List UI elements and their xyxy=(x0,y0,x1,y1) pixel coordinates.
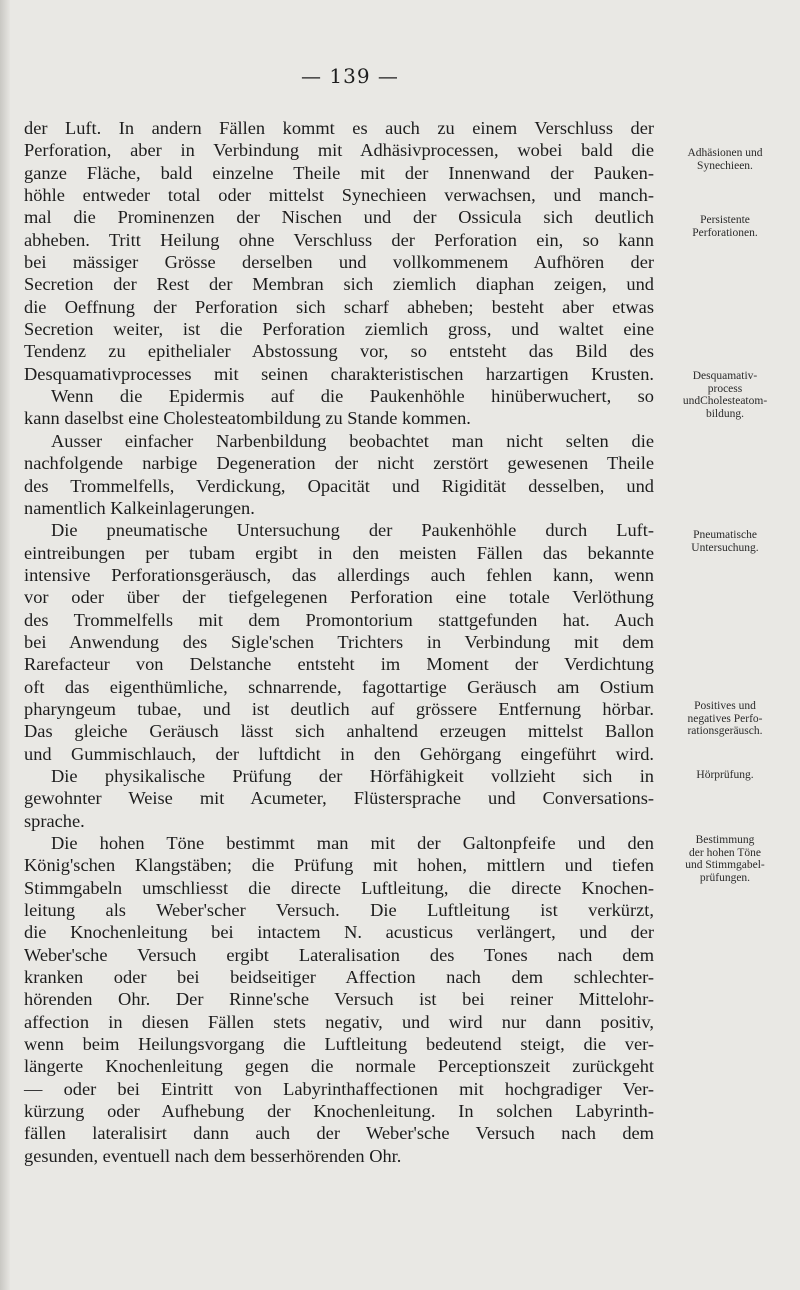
text-line: Rarefacteur von Delstanche entsteht im Moment der Verdichtung xyxy=(24,654,654,675)
text-line: der Luft. In andern Fällen kommt es auch zu einem Verschluss der xyxy=(24,118,654,138)
text-line: sprache. xyxy=(24,810,85,831)
margin-note-hoerpruefung xyxy=(660,769,790,782)
text-line: vor oder über der tiefgelegenen Perforation eine totale Verlöthung xyxy=(24,587,654,608)
text-line: kann daselbst eine Cholesteatombildung zu Stande kommen. xyxy=(24,408,471,429)
text-line: bei mässiger Grösse derselben und vollkommenem Aufhören der xyxy=(24,252,654,273)
margin-note-line: Pneumatische xyxy=(693,529,757,541)
text-line: Wenn die Epidermis auf die Paukenhöhle hinüberwuchert, so xyxy=(51,386,654,407)
margin-note-line: Desquamativ- xyxy=(692,370,758,382)
margin-note-persistente-perforationen xyxy=(660,214,790,239)
text-line: höhle entweder total oder mittelst Synechieen verwachsen, und manch- xyxy=(24,185,654,206)
text-line: gewohnter Weise mit Acumeter, Flüstersprache und Conversations- xyxy=(24,788,654,809)
text-line: kranken oder bei beidseitiger Affection nach dem schlechter- xyxy=(24,967,654,988)
margin-note-line: und Stimmgabel- xyxy=(685,859,765,871)
text-line: nachfolgende narbige Degeneration der nicht zerstört gewesenen Theile xyxy=(24,453,654,474)
text-line: des Trommelfells mit dem Promontorium stattgefunden hat. Auch xyxy=(24,609,654,630)
text-line: — oder bei Eintritt von Labyrinthaffectionen mit hochgradiger Ver- xyxy=(24,1078,654,1099)
text-line: und Gummischlauch, der luftdicht in den Gehörgang eingeführt wird. xyxy=(24,743,654,764)
margin-note-line: bildung. xyxy=(705,407,744,420)
text-line: namentlich Kalkeinlagerungen. xyxy=(24,497,255,518)
margin-note-line: undCholesteatom- xyxy=(682,395,768,407)
margin-note-line: Synechieen. xyxy=(697,159,753,172)
body-text xyxy=(24,117,654,1167)
margin-note-line: rationsgeräusch. xyxy=(687,725,763,737)
text-line: leitung als Weber'scher Versuch. Die Luftleitung ist verkürzt, xyxy=(24,900,654,921)
text-line: Perforation, aber in Verbindung mit Adhäsivprocessen, wobei bald die xyxy=(24,140,654,161)
text-line: pharyngeum tubae, und ist deutlich auf grössere Entfernung hörbar. xyxy=(24,698,654,719)
margin-note-line: process xyxy=(707,382,743,395)
text-line: König'schen Klangstäben; die Prüfung mit hohen, mittlern und tiefen xyxy=(24,855,654,876)
text-line: Secretion der Rest der Membran sich ziemlich diaphan zeigen, und xyxy=(24,274,654,295)
page-edge-shadow xyxy=(0,0,10,1290)
margin-note-line: Persistente xyxy=(700,214,750,226)
text-line: die Knochenleitung bei intactem N. acusticus verlängert, und der xyxy=(24,922,654,943)
margin-note-line: der hohen Töne xyxy=(689,846,761,859)
text-line: die Oeffnung der Perforation sich scharf abheben; besteht aber etwas xyxy=(24,296,654,317)
text-line: Secretion weiter, ist die Perforation ziemlich gross, und waltet eine xyxy=(24,319,654,340)
text-line: abheben. Tritt Heilung ohne Verschluss der Perforation ein, so kann xyxy=(24,229,654,250)
text-line: Weber'sche Versuch ergibt Lateralisation des Tones nach dem xyxy=(24,944,654,965)
margin-note-adhaesionen xyxy=(660,147,790,172)
margin-note-line: Positives und xyxy=(694,700,756,712)
text-line: Desquamativprocesses mit seinen charakteristischen harzartigen Krusten. xyxy=(24,363,654,384)
margin-note-line: negatives Perfo- xyxy=(687,712,763,725)
text-line: kürzung oder Aufhebung der Knochenleitung. In solchen Labyrinth- xyxy=(24,1101,654,1122)
text-line: ganze Fläche, bald einzelne Theile mit der Innenwand der Pauken- xyxy=(24,162,654,183)
margin-note-perforationsgeraeusch xyxy=(660,700,790,738)
text-line: hörenden Ohr. Der Rinne'sche Versuch ist bei reiner Mittelohr- xyxy=(24,989,654,1010)
text-line: fällen lateralisirt dann auch der Weber'sche Versuch nach dem xyxy=(24,1123,654,1144)
text-line: oft das eigenthümliche, schnarrende, fagottartige Geräusch am Ostium xyxy=(24,676,654,697)
margin-note-line: Hörprüfung. xyxy=(696,769,754,781)
text-line: Die pneumatische Untersuchung der Paukenhöhle durch Luft- xyxy=(51,520,654,541)
margin-note-line: prüfungen. xyxy=(699,871,751,884)
margin-note-line: Perforationen. xyxy=(692,226,758,239)
text-line: Die physikalische Prüfung der Hörfähigkeit vollzieht sich in xyxy=(51,765,654,786)
text-line: Ausser einfacher Narbenbildung beobachtet man nicht selten die xyxy=(51,430,654,451)
margin-note-line: Bestimmung xyxy=(695,834,755,846)
text-line: Tendenz zu epithelialer Abstossung vor, so entsteht das Bild des xyxy=(24,341,654,362)
text-line: eintreibungen per tubam ergibt in den meisten Fällen das bekannte xyxy=(24,542,654,563)
text-line: gesunden, eventuell nach dem besserhörenden Ohr. xyxy=(24,1145,402,1166)
text-line: längerte Knochenleitung gegen die normale Perceptionszeit zurückgeht xyxy=(24,1056,654,1077)
text-line: Die hohen Töne bestimmt man mit der Galtonpfeife und den xyxy=(51,833,654,853)
page-number: — 139 — xyxy=(301,64,399,88)
text-line: affection in diesen Fällen stets negativ, und wird nur dann positiv, xyxy=(24,1011,654,1032)
text-line: wenn beim Heilungsvorgang die Luftleitung bedeutend steigt, die ver- xyxy=(24,1034,654,1055)
text-line: Das gleiche Geräusch lässt sich anhaltend erzeugen mittelst Ballon xyxy=(24,721,654,742)
margin-note-desquamativprocess xyxy=(660,370,790,420)
text-line: des Trommelfells, Verdickung, Opacität und Rigidität desselben, und xyxy=(24,475,654,496)
text-line: bei Anwendung des Sigle'schen Trichters in Verbindung mit dem xyxy=(24,631,654,652)
margin-note-hohe-toene xyxy=(660,834,790,884)
text-line: mal die Prominenzen der Nischen und der Ossicula sich deutlich xyxy=(24,207,654,228)
margin-note-line: Adhäsionen und xyxy=(687,147,763,159)
margin-note-line: Untersuchung. xyxy=(691,541,759,554)
margin-note-pneumatische-untersuchung xyxy=(660,529,790,554)
text-line: intensive Perforationsgeräusch, das allerdings auch fehlen kann, wenn xyxy=(24,564,654,585)
text-line: Stimmgabeln umschliesst die directe Luftleitung, die directe Knochen- xyxy=(24,877,654,898)
